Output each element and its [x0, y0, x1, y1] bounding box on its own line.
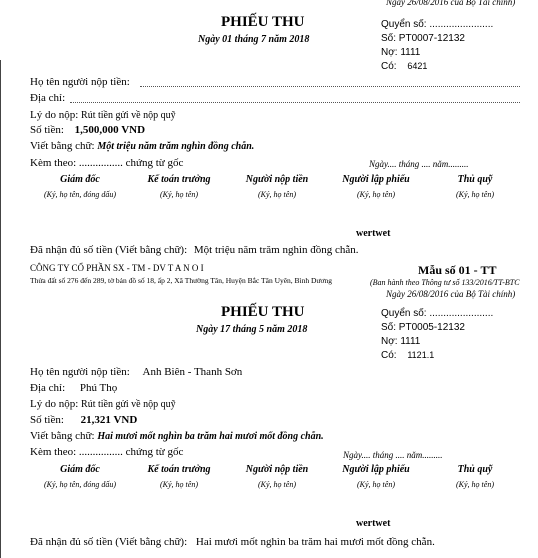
- amount-row: [30, 124, 145, 136]
- signer-title-payer: Người nộp tiền: [245, 464, 309, 475]
- address-row: [30, 382, 117, 394]
- signer-title-preparer: Người lập phiếu: [342, 174, 410, 185]
- signer-title-chief-accountant: Kế toán trưởng: [147, 464, 211, 475]
- receipt-date: Ngày 17 tháng 5 năm 2018: [196, 324, 308, 335]
- debit-account: Nợ: 1111: [381, 47, 421, 58]
- payer-label: Họ tên người nộp tiền:: [30, 76, 130, 88]
- signer-title-director: Giám đốc: [60, 464, 100, 475]
- company-address: Thửa đất số 276 đến 289, tờ bản đồ số 18, ấp 2, Xã Thường Tân, Huyện Bắc Tân Uyên, Bình Dương: [30, 276, 332, 285]
- amount-value: 1,500,000 VND: [74, 124, 146, 136]
- receipt-number: Số: PT0005-12132: [381, 322, 465, 333]
- words-value: Một triệu năm trăm nghìn đồng chẵn.: [97, 141, 255, 152]
- amount-label: Số tiền:: [30, 124, 64, 136]
- signer-sub-payer: (Ký, họ tên): [258, 190, 296, 199]
- signer-title-director: Giám đốc: [60, 174, 100, 185]
- signer-title-cashier: Thủ quỹ: [457, 174, 493, 185]
- preparer-name: wertwet: [356, 228, 391, 239]
- amount-value: 21,321 VND: [80, 414, 138, 426]
- credit-value: 1121.1: [407, 350, 435, 360]
- signer-sub-director: (Ký, họ tên, đóng dấu): [44, 480, 116, 489]
- sign-date: Ngày.... tháng .... năm.........: [369, 159, 469, 169]
- address-label: Địa chỉ:: [30, 92, 66, 104]
- book-number: Quyển số: .......................: [381, 19, 494, 30]
- attachments: Kèm theo: ................ chứng từ gốc: [30, 157, 184, 169]
- credit-label: Có:: [381, 350, 397, 361]
- words-row: [30, 430, 324, 442]
- reason-value: Rút tiền gửi về nộp quỹ: [81, 110, 176, 121]
- reason-value: Rút tiền gửi về nộp quỹ: [81, 399, 176, 410]
- payer-value: Anh Biên - Thanh Sơn: [142, 366, 243, 378]
- signer-sub-chief-accountant: (Ký, họ tên): [160, 190, 198, 199]
- signer-sub-preparer: (Ký, họ tên): [357, 480, 395, 489]
- received-label: Đã nhận đủ số tiền (Viết bằng chữ):: [30, 244, 188, 256]
- reason-label: Lý do nộp:: [30, 398, 79, 410]
- signer-title-payer: Người nộp tiền: [245, 174, 309, 185]
- debit-account: Nợ: 1111: [381, 336, 421, 347]
- preparer-name: wertwet: [356, 518, 391, 529]
- signer-title-chief-accountant: Kế toán trưởng: [147, 174, 211, 185]
- signer-title-cashier: Thủ quỹ: [457, 464, 493, 475]
- payer-label: Họ tên người nộp tiền:: [30, 366, 130, 378]
- signer-sub-payer: (Ký, họ tên): [258, 480, 296, 489]
- left-margin-line: [0, 60, 1, 558]
- attachments: Kèm theo: ................ chứng từ gốc: [30, 446, 184, 458]
- words-label: Viết bằng chữ:: [30, 140, 95, 152]
- form-number: Mẫu số 01 - TT: [418, 263, 497, 277]
- received-value: Một triệu năm trăm nghìn đồng chẵn.: [193, 244, 359, 256]
- received-label: Đã nhận đủ số tiền (Viết bằng chữ):: [30, 536, 188, 548]
- credit-label: Có:: [381, 61, 397, 72]
- payer-dotted-line: [140, 86, 520, 87]
- circular-date: Ngày 26/08/2016 của Bộ Tài chính): [386, 289, 516, 299]
- address-label: Địa chỉ:: [30, 382, 66, 394]
- credit-account: [381, 61, 427, 72]
- reason-row: [30, 398, 176, 410]
- amount-row: [30, 414, 137, 426]
- receipt-date: Ngày 01 tháng 7 năm 2018: [198, 34, 310, 45]
- words-label: Viết bằng chữ:: [30, 430, 95, 442]
- received-row: [30, 536, 435, 548]
- address-dotted-line: [70, 102, 520, 103]
- signer-sub-chief-accountant: (Ký, họ tên): [160, 480, 198, 489]
- receipt-title: PHIẾU THU: [221, 304, 305, 320]
- received-row: [30, 244, 359, 256]
- signer-title-preparer: Người lập phiếu: [342, 464, 410, 475]
- words-value: Hai mươi mốt nghìn ba trăm hai mươi mốt đồng chẵn.: [97, 431, 324, 442]
- credit-value: 6421: [407, 61, 428, 71]
- reason-label: Lý do nộp:: [30, 109, 79, 121]
- receipt-number: Số: PT0007-12132: [381, 33, 465, 44]
- signer-sub-cashier: (Ký, họ tên): [456, 480, 494, 489]
- payer-row: [30, 366, 242, 378]
- signer-sub-cashier: (Ký, họ tên): [456, 190, 494, 199]
- book-number: Quyển số: .......................: [381, 308, 494, 319]
- company-name: CÔNG TY CỔ PHẦN SX - TM - DV T A N O I: [30, 263, 204, 273]
- amount-label: Số tiền:: [30, 414, 64, 426]
- credit-account: [381, 350, 434, 361]
- reason-row: [30, 109, 176, 121]
- signer-sub-director: (Ký, họ tên, đóng dấu): [44, 190, 116, 199]
- words-row: [30, 140, 254, 152]
- sign-date: Ngày.... tháng .... năm.........: [343, 450, 443, 460]
- circular-reference: (Ban hành theo Thông tư số 133/2016/TT-BTC: [370, 278, 520, 287]
- receipt-title: PHIẾU THU: [221, 14, 305, 30]
- regulation-date-note: Ngày 26/08/2016 của Bộ Tài chính): [386, 0, 516, 7]
- address-value: Phú Thọ: [79, 382, 118, 394]
- received-value: Hai mươi mốt nghìn ba trăm hai mươi mốt đồng chẵn.: [195, 536, 435, 548]
- signer-sub-preparer: (Ký, họ tên): [357, 190, 395, 199]
